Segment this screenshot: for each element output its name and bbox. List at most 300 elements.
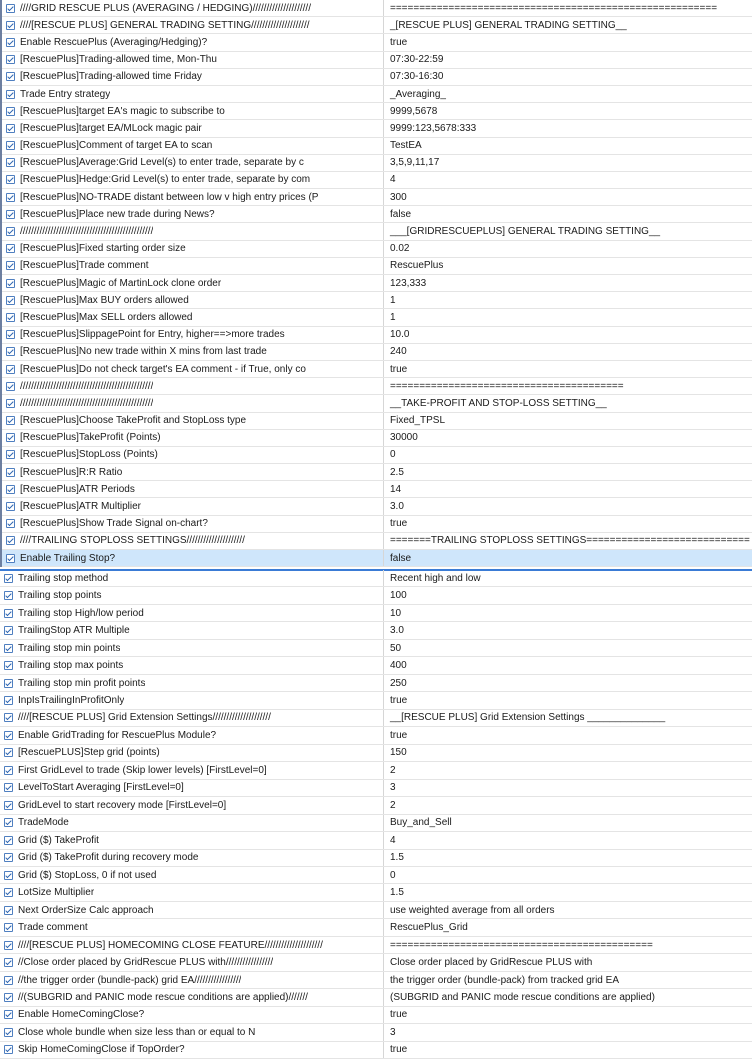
- parameter-value[interactable]: 30000: [390, 432, 418, 444]
- parameter-name-cell: [2, 189, 384, 205]
- parameter-value-cell[interactable]: [384, 20, 752, 31]
- parameter-name-cell: [0, 657, 384, 673]
- parameter-row[interactable]: [0, 605, 752, 622]
- checkbox-checked-icon[interactable]: [6, 382, 15, 391]
- parameter-row[interactable]: [0, 867, 752, 884]
- parameter-value-cell[interactable]: [384, 957, 752, 968]
- checkbox-checked-icon[interactable]: [6, 279, 15, 288]
- parameter-value[interactable]: 0: [390, 869, 396, 881]
- parameter-value-cell[interactable]: [384, 260, 752, 271]
- checkbox-checked-icon[interactable]: [4, 1010, 13, 1019]
- parameter-row[interactable]: [2, 103, 752, 120]
- parameter-row[interactable]: [2, 361, 752, 378]
- parameter-value[interactable]: 240: [390, 346, 407, 358]
- parameter-value[interactable]: false: [390, 552, 412, 564]
- parameter-row[interactable]: [2, 223, 752, 240]
- checkbox-checked-icon[interactable]: [4, 958, 13, 967]
- parameter-name-cell: [2, 550, 384, 566]
- parameter-row[interactable]: [0, 727, 752, 744]
- parameter-row[interactable]: [2, 447, 752, 464]
- parameter-name: [RescuePlus]Max SELL orders allowed: [20, 311, 193, 323]
- parameter-row[interactable]: [2, 155, 752, 172]
- parameter-name-cell: [2, 155, 384, 171]
- parameter-value[interactable]: 0: [390, 449, 396, 461]
- parameter-name: Grid ($) TakeProfit during recovery mode: [18, 852, 199, 864]
- parameter-row[interactable]: [2, 481, 752, 498]
- parameter-value[interactable]: 9999,5678: [390, 105, 438, 117]
- parameter-row[interactable]: [2, 86, 752, 103]
- parameter-row[interactable]: [2, 52, 752, 69]
- parameter-value[interactable]: _Averaging_: [390, 88, 446, 100]
- parameter-name: ////////////////////////////////////////////////: [20, 380, 154, 392]
- parameter-row[interactable]: [0, 797, 752, 814]
- parameter-name: Trailing stop High/low period: [18, 607, 144, 619]
- parameter-value-cell[interactable]: [384, 226, 752, 237]
- parameter-value-cell[interactable]: [384, 1044, 752, 1055]
- parameter-name-cell: [2, 69, 384, 85]
- parameter-name: [RescuePlus]Average:Grid Level(s) to enter trade, separate by c: [20, 157, 304, 169]
- parameter-value-cell[interactable]: [384, 415, 752, 426]
- checkbox-checked-icon[interactable]: [4, 731, 13, 740]
- parameter-value-cell[interactable]: [384, 553, 752, 564]
- parameter-value-cell[interactable]: [384, 765, 752, 776]
- checkbox-checked-icon[interactable]: [4, 853, 13, 862]
- parameter-value[interactable]: true: [390, 1009, 408, 1021]
- parameter-value-cell[interactable]: [384, 1009, 752, 1020]
- parameter-value[interactable]: =======TRAILING STOPLOSS SETTINGS============================: [390, 535, 750, 547]
- checkbox-checked-icon[interactable]: [6, 158, 15, 167]
- checkbox-checked-icon[interactable]: [6, 296, 15, 305]
- parameter-value-cell[interactable]: [384, 329, 752, 340]
- parameter-value[interactable]: 1.5: [390, 852, 404, 864]
- parameter-value-cell[interactable]: [384, 835, 752, 846]
- parameter-value-cell[interactable]: [384, 608, 752, 619]
- checkbox-checked-icon[interactable]: [6, 55, 15, 64]
- checkbox-checked-icon[interactable]: [6, 399, 15, 408]
- parameter-value[interactable]: 123,333: [390, 277, 427, 289]
- parameter-row[interactable]: [2, 34, 752, 51]
- parameter-row[interactable]: [0, 745, 752, 762]
- parameter-value[interactable]: 14: [390, 483, 402, 495]
- checkbox-checked-icon[interactable]: [4, 923, 13, 932]
- parameter-value[interactable]: 4: [390, 834, 396, 846]
- parameter-value[interactable]: 1: [390, 294, 396, 306]
- parameter-row[interactable]: [0, 850, 752, 867]
- parameter-row[interactable]: [0, 815, 752, 832]
- parameter-value-cell[interactable]: [384, 870, 752, 881]
- parameter-row[interactable]: [2, 275, 752, 292]
- parameter-name-cell: [2, 223, 384, 239]
- parameter-value[interactable]: Fixed_TPSL: [390, 415, 446, 427]
- parameter-name: TradeMode: [18, 817, 69, 829]
- parameter-value[interactable]: Buy_and_Sell: [390, 817, 452, 829]
- parameter-value-cell[interactable]: [384, 730, 752, 741]
- parameter-value-cell[interactable]: [384, 37, 752, 48]
- parameter-value-cell[interactable]: [384, 106, 752, 117]
- parameter-value-cell[interactable]: [384, 712, 752, 723]
- checkbox-checked-icon[interactable]: [4, 1028, 13, 1037]
- parameter-row[interactable]: [2, 69, 752, 86]
- parameter-value-cell[interactable]: [384, 660, 752, 671]
- parameter-value-cell[interactable]: [384, 573, 752, 584]
- checkbox-checked-icon[interactable]: [4, 818, 13, 827]
- parameter-name-cell: [2, 447, 384, 463]
- parameter-value-cell[interactable]: [384, 381, 752, 392]
- parameter-row[interactable]: [2, 344, 752, 361]
- parameter-row[interactable]: [2, 309, 752, 326]
- checkbox-checked-icon[interactable]: [6, 21, 15, 30]
- parameter-name-cell: [2, 516, 384, 532]
- checkbox-checked-icon[interactable]: [6, 519, 15, 528]
- parameter-value[interactable]: Recent high and low: [390, 572, 481, 584]
- parameter-value[interactable]: (SUBGRID and PANIC mode rescue conditions are applied): [390, 991, 655, 1003]
- parameter-row[interactable]: [2, 395, 752, 412]
- parameter-name: Enable GridTrading for RescuePlus Module?: [18, 729, 217, 741]
- parameter-name-cell: [2, 34, 384, 50]
- checkbox-checked-icon[interactable]: [4, 661, 13, 670]
- checkbox-checked-icon[interactable]: [6, 347, 15, 356]
- parameter-value[interactable]: =============================================: [390, 939, 653, 951]
- parameter-name-cell: [0, 797, 384, 813]
- parameter-value[interactable]: _[RESCUE PLUS] GENERAL TRADING SETTING__: [390, 19, 627, 31]
- parameter-name: [RescuePlus]TakeProfit (Points): [20, 432, 161, 444]
- parameter-name: Trailing stop min points: [18, 642, 121, 654]
- parameter-value-cell[interactable]: [384, 449, 752, 460]
- parameter-value-cell[interactable]: [384, 975, 752, 986]
- checkbox-checked-icon[interactable]: [4, 696, 13, 705]
- parameter-row[interactable]: [0, 1024, 752, 1041]
- parameter-name-cell: [2, 327, 384, 343]
- parameter-value[interactable]: 10: [390, 607, 402, 619]
- parameter-row[interactable]: [2, 172, 752, 189]
- parameter-row[interactable]: [2, 533, 752, 550]
- checkbox-checked-icon[interactable]: [6, 4, 15, 13]
- parameter-row[interactable]: [0, 762, 752, 779]
- checkbox-checked-icon[interactable]: [4, 993, 13, 1002]
- parameter-value-cell[interactable]: [384, 800, 752, 811]
- parameter-value[interactable]: 300: [390, 191, 407, 203]
- parameter-name-cell: [0, 832, 384, 848]
- parameter-name-cell: [0, 675, 384, 691]
- parameter-value-cell[interactable]: [384, 174, 752, 185]
- parameter-value[interactable]: __[RESCUE PLUS] Grid Extension Settings ______________: [390, 712, 666, 724]
- parameter-value-cell[interactable]: [384, 209, 752, 220]
- parameter-value[interactable]: 400: [390, 660, 407, 672]
- checkbox-checked-icon[interactable]: [6, 330, 15, 339]
- parameter-value[interactable]: 250: [390, 677, 407, 689]
- parameter-row[interactable]: [0, 902, 752, 919]
- parameter-row[interactable]: [2, 258, 752, 275]
- parameter-value[interactable]: 3: [390, 1026, 396, 1038]
- parameter-row[interactable]: [0, 780, 752, 797]
- parameter-value-cell[interactable]: [384, 1027, 752, 1038]
- parameter-name-cell: [2, 378, 384, 394]
- checkbox-checked-icon[interactable]: [6, 124, 15, 133]
- parameter-value[interactable]: false: [390, 208, 412, 220]
- parameter-name: ////[RESCUE PLUS] GENERAL TRADING SETTING/////////////////////: [20, 19, 310, 31]
- parameter-name: [RescuePlus]ATR Multiplier: [20, 501, 141, 513]
- parameter-name-cell: [2, 17, 384, 33]
- parameter-value-cell[interactable]: [384, 590, 752, 601]
- parameter-value[interactable]: RescuePlus_Grid: [390, 922, 468, 934]
- checkbox-checked-icon[interactable]: [4, 888, 13, 897]
- parameter-value-cell[interactable]: [384, 518, 752, 529]
- parameter-name: ////[RESCUE PLUS] HOMECOMING CLOSE FEATURE/////////////////////: [18, 939, 323, 951]
- parameter-value[interactable]: 9999:123,5678:333: [390, 122, 477, 134]
- checkbox-checked-icon[interactable]: [4, 609, 13, 618]
- parameter-value-cell[interactable]: [384, 157, 752, 168]
- parameter-value[interactable]: 3: [390, 782, 396, 794]
- parameter-row[interactable]: [2, 550, 752, 567]
- parameter-row[interactable]: [0, 989, 752, 1006]
- parameter-row[interactable]: [2, 17, 752, 34]
- parameter-row[interactable]: [0, 657, 752, 674]
- parameter-row[interactable]: [0, 622, 752, 639]
- parameter-row[interactable]: [2, 189, 752, 206]
- parameter-row[interactable]: [0, 919, 752, 936]
- parameter-name: Grid ($) StopLoss, 0 if not used: [18, 869, 157, 881]
- parameter-row[interactable]: [2, 0, 752, 17]
- parameter-name: //(SUBGRID and PANIC mode rescue conditions are applied)///////: [18, 991, 308, 1003]
- checkbox-checked-icon[interactable]: [4, 783, 13, 792]
- parameter-value-cell[interactable]: [384, 678, 752, 689]
- parameter-row[interactable]: [2, 430, 752, 447]
- parameter-value-cell[interactable]: [384, 887, 752, 898]
- parameter-value[interactable]: true: [390, 518, 408, 530]
- checkbox-checked-icon[interactable]: [4, 1045, 13, 1054]
- checkbox-checked-icon[interactable]: [4, 591, 13, 600]
- checkbox-checked-icon[interactable]: [6, 536, 15, 545]
- parameter-name: TrailingStop ATR Multiple: [18, 625, 130, 637]
- checkbox-checked-icon[interactable]: [4, 748, 13, 757]
- parameter-value[interactable]: 10.0: [390, 329, 410, 341]
- parameter-value[interactable]: 4: [390, 174, 396, 186]
- parameter-row[interactable]: [0, 972, 752, 989]
- parameter-name-cell: [2, 430, 384, 446]
- parameter-name: [RescuePlus]Hedge:Grid Level(s) to enter trade, separate by com: [20, 174, 311, 186]
- parameter-row[interactable]: [0, 1042, 752, 1059]
- checkbox-checked-icon[interactable]: [4, 801, 13, 810]
- parameter-value-cell[interactable]: [384, 747, 752, 758]
- parameter-value[interactable]: 3.0: [390, 625, 404, 637]
- parameter-value[interactable]: 50: [390, 642, 402, 654]
- settings-group-bottom: [0, 570, 752, 1059]
- checkbox-checked-icon[interactable]: [4, 941, 13, 950]
- checkbox-checked-icon[interactable]: [4, 644, 13, 653]
- checkbox-checked-icon[interactable]: [6, 90, 15, 99]
- parameter-value-cell[interactable]: [384, 643, 752, 654]
- parameter-value-cell[interactable]: [384, 535, 752, 546]
- parameter-value[interactable]: true: [390, 695, 408, 707]
- parameter-name: ////GRID RESCUE PLUS (AVERAGING / HEDGING)/////////////////////: [20, 2, 311, 14]
- parameter-value-cell[interactable]: [384, 782, 752, 793]
- checkbox-checked-icon[interactable]: [6, 175, 15, 184]
- checkbox-checked-icon[interactable]: [4, 766, 13, 775]
- parameter-value[interactable]: the trigger order (bundle-pack) from tracked grid EA: [390, 974, 619, 986]
- parameter-value[interactable]: 07:30-16:30: [390, 71, 444, 83]
- parameter-value[interactable]: 07:30-22:59: [390, 54, 444, 66]
- parameter-name-cell: [0, 884, 384, 900]
- checkbox-checked-icon[interactable]: [6, 72, 15, 81]
- parameter-row[interactable]: [2, 120, 752, 137]
- parameter-row[interactable]: [0, 692, 752, 709]
- checkbox-checked-icon[interactable]: [4, 713, 13, 722]
- parameter-value[interactable]: true: [390, 36, 408, 48]
- checkbox-checked-icon[interactable]: [6, 365, 15, 374]
- parameter-name-cell: [0, 587, 384, 603]
- parameter-value-cell[interactable]: [384, 398, 752, 409]
- parameter-value-cell[interactable]: [384, 3, 752, 14]
- parameter-value-cell[interactable]: [384, 695, 752, 706]
- parameter-value-cell[interactable]: [384, 243, 752, 254]
- parameter-value-cell[interactable]: [384, 54, 752, 65]
- parameter-row[interactable]: [2, 327, 752, 344]
- parameter-row[interactable]: [0, 884, 752, 901]
- parameter-row[interactable]: [2, 378, 752, 395]
- parameter-value-cell[interactable]: [384, 192, 752, 203]
- checkbox-checked-icon[interactable]: [6, 107, 15, 116]
- parameter-name: First GridLevel to trade (Skip lower levels) [FirstLevel=0]: [18, 764, 267, 776]
- checkbox-checked-icon[interactable]: [4, 836, 13, 845]
- parameter-value[interactable]: __TAKE-PROFIT AND STOP-LOSS SETTING__: [390, 397, 607, 409]
- parameter-row[interactable]: [2, 413, 752, 430]
- checkbox-checked-icon[interactable]: [6, 433, 15, 442]
- parameter-value[interactable]: ___[GRIDRESCUEPLUS] GENERAL TRADING SETTING__: [390, 226, 661, 238]
- parameter-value[interactable]: 0.02: [390, 243, 410, 255]
- checkbox-checked-icon[interactable]: [6, 416, 15, 425]
- parameter-value-cell[interactable]: [384, 89, 752, 100]
- parameter-name-cell: [2, 292, 384, 308]
- checkbox-checked-icon[interactable]: [6, 313, 15, 322]
- parameter-name-cell: [2, 361, 384, 377]
- parameter-value[interactable]: 1: [390, 311, 396, 323]
- parameter-name: [RescuePlus]Trading-allowed time, Mon-Thu: [20, 54, 217, 66]
- parameter-value-cell[interactable]: [384, 432, 752, 443]
- parameter-value-cell[interactable]: [384, 364, 752, 375]
- parameter-row[interactable]: [2, 138, 752, 155]
- parameter-value-cell[interactable]: [384, 140, 752, 151]
- parameter-value[interactable]: 100: [390, 590, 407, 602]
- checkbox-checked-icon[interactable]: [6, 450, 15, 459]
- parameter-value-cell[interactable]: [384, 123, 752, 134]
- parameter-value[interactable]: RescuePlus: [390, 260, 444, 272]
- parameter-value[interactable]: 2.5: [390, 466, 404, 478]
- parameter-value[interactable]: ========================================================: [390, 2, 718, 14]
- parameter-name: [RescuePlus]Show Trade Signal on-chart?: [20, 518, 208, 530]
- parameter-name-cell: [0, 692, 384, 708]
- parameter-value-cell[interactable]: [384, 295, 752, 306]
- checkbox-checked-icon[interactable]: [6, 210, 15, 219]
- parameter-row[interactable]: [0, 587, 752, 604]
- parameter-name-cell: [0, 902, 384, 918]
- checkbox-checked-icon[interactable]: [6, 193, 15, 202]
- parameter-name: ////////////////////////////////////////////////: [20, 397, 154, 409]
- parameter-row[interactable]: [0, 675, 752, 692]
- parameter-value[interactable]: 3.0: [390, 501, 404, 513]
- checkbox-checked-icon[interactable]: [4, 871, 13, 880]
- parameter-row[interactable]: [2, 292, 752, 309]
- parameter-value-cell[interactable]: [384, 312, 752, 323]
- parameter-value-cell[interactable]: [384, 922, 752, 933]
- checkbox-checked-icon[interactable]: [6, 227, 15, 236]
- parameter-row[interactable]: [0, 937, 752, 954]
- checkbox-checked-icon[interactable]: [4, 976, 13, 985]
- checkbox-checked-icon[interactable]: [6, 38, 15, 47]
- parameter-name-cell: [2, 86, 384, 102]
- parameter-value[interactable]: true: [390, 729, 408, 741]
- parameter-value[interactable]: true: [390, 1044, 408, 1056]
- parameter-value-cell[interactable]: [384, 905, 752, 916]
- parameter-row[interactable]: [0, 832, 752, 849]
- parameter-value-cell[interactable]: [384, 484, 752, 495]
- parameter-value[interactable]: 2: [390, 764, 396, 776]
- parameter-row[interactable]: [0, 1007, 752, 1024]
- parameter-row[interactable]: [0, 570, 752, 587]
- parameter-value-cell[interactable]: [384, 625, 752, 636]
- parameter-value-cell[interactable]: [384, 501, 752, 512]
- checkbox-checked-icon[interactable]: [4, 679, 13, 688]
- checkbox-checked-icon[interactable]: [6, 554, 15, 563]
- checkbox-checked-icon[interactable]: [4, 574, 13, 583]
- parameter-row[interactable]: [2, 498, 752, 515]
- parameter-name-cell: [0, 937, 384, 953]
- parameter-row[interactable]: [0, 954, 752, 971]
- checkbox-checked-icon[interactable]: [4, 906, 13, 915]
- parameter-name-cell: [2, 103, 384, 119]
- parameter-row[interactable]: [2, 241, 752, 258]
- parameter-value[interactable]: 150: [390, 747, 407, 759]
- parameter-value[interactable]: 3,5,9,11,17: [390, 157, 440, 169]
- parameter-value-cell[interactable]: [384, 71, 752, 82]
- parameter-row[interactable]: [2, 464, 752, 481]
- parameter-row[interactable]: [2, 206, 752, 223]
- parameter-name: [RescuePlus]target EA's magic to subscribe to: [20, 105, 225, 117]
- parameter-value-cell[interactable]: [384, 852, 752, 863]
- parameter-value[interactable]: 1.5: [390, 887, 404, 899]
- parameter-name: Close whole bundle when size less than or equal to N: [18, 1026, 256, 1038]
- checkbox-checked-icon[interactable]: [6, 468, 15, 477]
- parameter-value[interactable]: TestEA: [390, 140, 422, 152]
- parameter-name: [RescuePLUS]Step grid (points): [18, 747, 160, 759]
- checkbox-checked-icon[interactable]: [6, 244, 15, 253]
- parameter-name: ////////////////////////////////////////////////: [20, 226, 154, 238]
- checkbox-checked-icon[interactable]: [6, 141, 15, 150]
- parameter-value[interactable]: true: [390, 363, 408, 375]
- parameter-row[interactable]: [2, 516, 752, 533]
- checkbox-checked-icon[interactable]: [6, 261, 15, 270]
- parameter-value-cell[interactable]: [384, 467, 752, 478]
- parameter-value[interactable]: use weighted average from all orders: [390, 904, 555, 916]
- checkbox-checked-icon[interactable]: [6, 502, 15, 511]
- parameter-row[interactable]: [0, 710, 752, 727]
- checkbox-checked-icon[interactable]: [4, 626, 13, 635]
- parameter-name: Trailing stop min profit points: [18, 677, 146, 689]
- parameter-value[interactable]: ========================================: [390, 380, 624, 392]
- parameter-name: Trailing stop method: [18, 572, 109, 584]
- parameter-name: [RescuePlus]Trade comment: [20, 260, 149, 272]
- parameter-name: ////TRAILING STOPLOSS SETTINGS/////////////////////: [20, 535, 245, 547]
- parameter-row[interactable]: [0, 640, 752, 657]
- parameter-value-cell[interactable]: [384, 992, 752, 1003]
- parameter-value-cell[interactable]: [384, 346, 752, 357]
- parameter-value-cell[interactable]: [384, 940, 752, 951]
- parameter-value-cell[interactable]: [384, 817, 752, 828]
- parameter-name-cell: [2, 120, 384, 136]
- parameter-value[interactable]: 2: [390, 799, 396, 811]
- parameter-value-cell[interactable]: [384, 278, 752, 289]
- checkbox-checked-icon[interactable]: [6, 485, 15, 494]
- parameter-value[interactable]: Close order placed by GridRescue PLUS with: [390, 957, 593, 969]
